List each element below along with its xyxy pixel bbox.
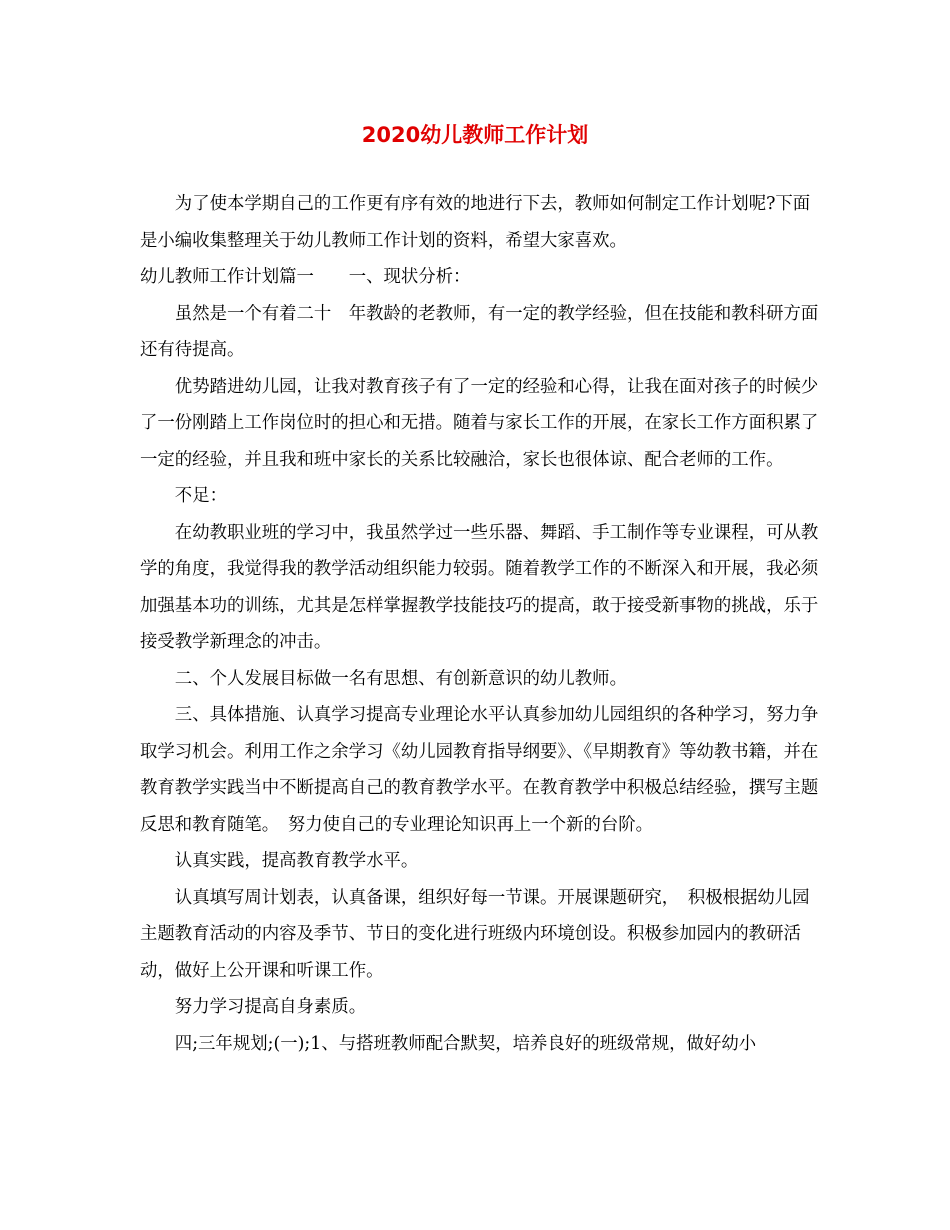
paragraph-status: 虽然是一个有着二十 年教龄的老教师，有一定的教学经验，但在技能和教科研方面还有待提高。 [140, 303, 819, 360]
paragraph-section-heading: 幼儿教师工作计划篇一 一、现状分析： [140, 267, 471, 287]
paragraph-goal: 二、个人发展目标做一名有思想、有创新意识的幼儿教师。 [174, 668, 627, 689]
document-title: 2020幼儿教师工作计划 [361, 123, 589, 147]
paragraph-self-improvement: 努力学习提高自身素质。 [174, 997, 367, 1017]
paragraph-weakness: 在幼教职业班的学习中，我虽然学过一些乐器、舞蹈、手工制作等专业课程，可从教学的角度，我觉得我的教学活动组织能力较弱。随着教学工作的不断深入和开展，我必须加强基本功的训练，尤其是怎样掌握教学技能技巧的提高，敢于接受新事物的挑战，乐于接受教学新理念的冲击。 [140, 522, 819, 652]
paragraph-weekly-plan: 认真填写周计划表，认真备课，组织好每一节课。开展课题研究， 积极根据幼儿园主题教育活动的内容及季节、节日的变化进行班级内环境创设。积极参加园内的教研活动，做好上公开课和听课工作。 [140, 887, 810, 981]
paragraph-practice: 认真实践，提高教育教学水平。 [174, 851, 419, 871]
paragraph-strengths: 优势踏进幼儿园，让我对教育孩子有了一定的经验和心得，让我在面对孩子的时候少了一份刚踏上工作岗位时的担心和无措。随着与家长工作的开展，在家长工作方面积累了一定的经验，并且我和班中家长的关系比较融洽，家长也很体谅、配合老师的工作。 [140, 376, 819, 470]
paragraph-intro: 为了使本学期自己的工作更有序有效的地进行下去，教师如何制定工作计划呢?下面是小编收集整理关于幼儿教师工作计划的资料，希望大家喜欢。 [140, 194, 811, 251]
paragraph-measures: 三、具体措施、认真学习提高专业理论水平认真参加幼儿园组织的各种学习，努力争取学习机会。利用工作之余学习《幼儿园教育指导纲要》、《早期教育》等幼教书籍，并在教育教学实践当中不断提高自己的教育教学水平。在教育教学中积极总结经验，撰写主题反思和教育随笔。 努力使自己的专业理论知识再上一个新的台阶。 [140, 705, 819, 835]
document-body [140, 186, 820, 1062]
paragraph-three-year-plan: 四;三年规划;(一);1、与搭班教师配合默契，培养良好的班级常规，做好幼小 [174, 1033, 757, 1054]
paragraph-weakness-heading: 不足： [174, 486, 227, 506]
